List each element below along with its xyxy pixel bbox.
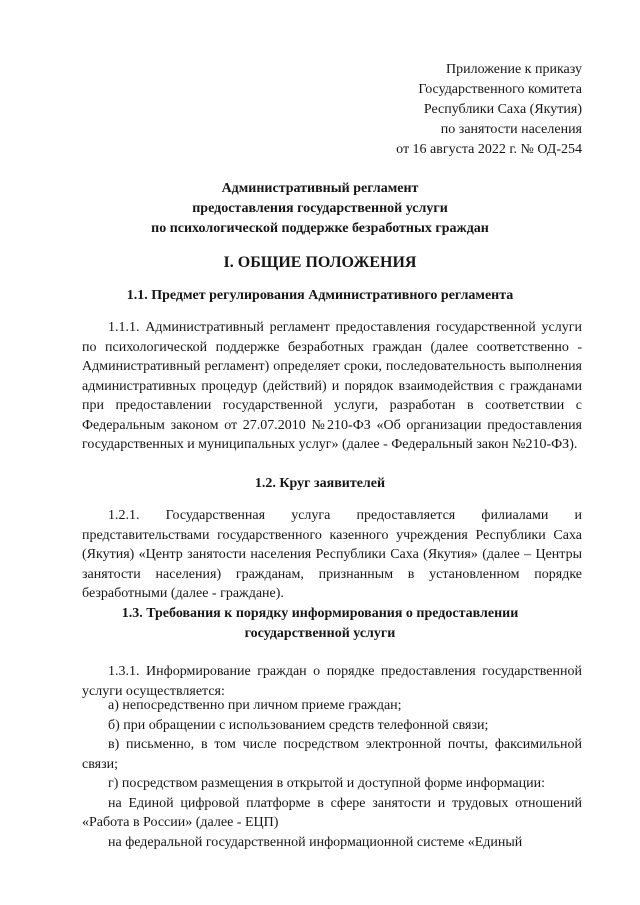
approval-line: Приложение к приказу	[446, 62, 582, 77]
document-title	[0, 179, 640, 239]
paragraph-1-2-1: 1.2.1. Государственная услуга предоставляется филиалами и представительствами государственного казенного учреждения Республики Саха (Якутия) «Центр занятости населения Республики Саха (Якутия» (далее – Центры занятости населения) гражданам, признанным в установленном порядке безработными (далее - граждане).	[82, 508, 582, 601]
list-item: в) письменно, в том числе посредством электронной почты, факсимильной связи;	[82, 737, 582, 772]
approval-line: Республики Саха (Якутия)	[423, 102, 582, 117]
list-item: б) при обращении с использованием средств телефонной связи;	[108, 717, 489, 733]
approval-line: от 16 августа 2022 г. № ОД-254	[396, 142, 582, 157]
approval-line: Государственного комитета	[418, 82, 582, 97]
approval-line: по занятости населения	[440, 122, 582, 137]
list-item: на федеральной государственной информационной системе «Единый	[108, 834, 523, 850]
heading-line: государственной услуги	[244, 626, 396, 641]
title-line: Административный регламент	[221, 181, 419, 196]
subsection-heading-1-2: 1.2. Круг заявителей	[254, 476, 386, 491]
paragraph-1-1-1: 1.1.1. Административный регламент предоставления государственной услуги по психологической поддержке безработных граждан (далее соответственно - Административный регламент) определяет сроки, последовательность выполнения административных процедур (действий) и порядок взаимодействия с гражданами при предоставлении государственной услуги, разработан в соответствии с Федеральным законом от 27.07.2010 №210-ФЗ «Об организации предоставления государственных и муниципальных услуг» (далее - Федеральный закон №210-ФЗ).	[82, 320, 582, 452]
subsection-heading-1-1: 1.1. Предмет регулирования Административного регламента	[126, 288, 514, 303]
list-item: на Единой цифровой платформе в сфере занятости и трудовых отношений «Работа в России» (далее - ЕЦП)	[82, 795, 582, 830]
title-line: по психологической поддержке безработных граждан	[151, 221, 489, 236]
approval-block	[360, 60, 582, 160]
title-line: предоставления государственной услуги	[192, 201, 448, 216]
heading-line: 1.3. Требования к порядку информирования о предоставлении	[121, 606, 519, 621]
section-title: I. ОБЩИЕ ПОЛОЖЕНИЯ	[223, 254, 417, 271]
paragraph-1-3-1: 1.3.1. Информирование граждан о порядке предоставления государственной услуги осуществляется:	[82, 664, 582, 699]
list-item: г) посредством размещения в открытой и доступной форме информации:	[108, 776, 545, 791]
list-item: а) непосредственно при личном приеме граждан;	[108, 698, 402, 713]
subsection-heading-1-3	[0, 604, 640, 644]
informing-methods-list	[82, 696, 582, 852]
